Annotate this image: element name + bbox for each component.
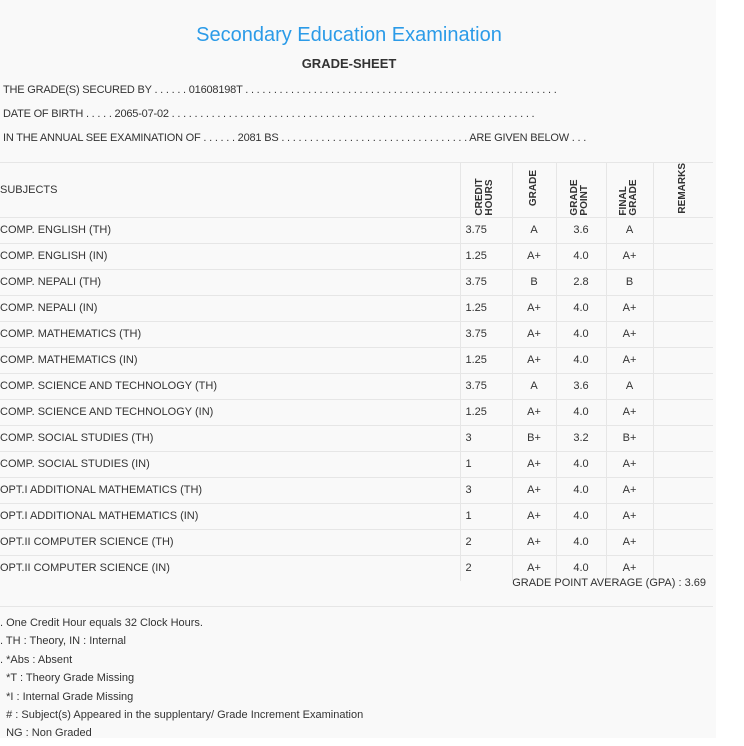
cell-grade-point: 3.6 — [556, 217, 606, 243]
table-row — [0, 425, 713, 451]
cell-grade-point: 3.2 — [556, 425, 606, 451]
header-grade-point: GRADE POINT — [556, 163, 606, 218]
cell-credit-hours: 1.25 — [460, 399, 512, 425]
cell-credit-hours: 1.25 — [460, 347, 512, 373]
cell-credit-hours: 1.25 — [460, 295, 512, 321]
cell-grade: A+ — [512, 477, 556, 503]
cell-credit-hours: 2 — [460, 529, 512, 555]
table-row — [0, 477, 713, 503]
cell-remarks — [653, 399, 713, 425]
page-subtitle: GRADE-SHEET — [301, 56, 397, 71]
cell-final-grade: A+ — [606, 555, 653, 581]
cell-subject: COMP. NEPALI (TH) — [0, 269, 460, 295]
table-row — [0, 321, 713, 347]
cell-grade: A+ — [512, 347, 556, 373]
divider — [0, 606, 713, 607]
cell-final-grade: B+ — [606, 425, 653, 451]
cell-grade: A — [512, 373, 556, 399]
table-row — [0, 269, 713, 295]
secured-by-line: THE GRADE(S) SECURED BY . . . . . . 01608198T . . . . . . . . . . . . . . . . . . . . . . . . . . . . . . . . . . . . . . . . . . . . . . . . . . . . . . . — [3, 84, 557, 96]
cell-remarks — [653, 321, 713, 347]
cell-grade-point: 2.8 — [556, 269, 606, 295]
cell-final-grade: A+ — [606, 451, 653, 477]
table-row — [0, 373, 713, 399]
cell-final-grade: A — [606, 217, 653, 243]
table-row — [0, 217, 713, 243]
cell-grade: A+ — [512, 529, 556, 555]
cell-grade-point: 3.6 — [556, 373, 606, 399]
cell-grade-point: 4.0 — [556, 347, 606, 373]
note-item: . *Abs : Absent — [0, 653, 73, 666]
note-item: NG : Non Graded — [0, 727, 92, 740]
header-grade: GRADE — [512, 163, 556, 218]
cell-grade-point: 4.0 — [556, 243, 606, 269]
cell-grade-point: 4.0 — [556, 295, 606, 321]
cell-remarks — [653, 347, 713, 373]
cell-remarks — [653, 217, 713, 243]
cell-remarks — [653, 503, 713, 529]
table-row — [0, 295, 713, 321]
cell-grade-point: 4.0 — [556, 399, 606, 425]
cell-remarks — [653, 295, 713, 321]
cell-subject: COMP. SOCIAL STUDIES (TH) — [0, 425, 460, 451]
cell-credit-hours: 3.75 — [460, 373, 512, 399]
exam-line: IN THE ANNUAL SEE EXAMINATION OF . . . . . . 2081 BS . . . . . . . . . . . . . . . . . . . . . . . . . . . . . . . . . ARE GIVEN BELOW . . . — [3, 132, 587, 144]
cell-grade-point: 4.0 — [556, 529, 606, 555]
cell-grade-point: 4.0 — [556, 503, 606, 529]
table-row — [0, 451, 713, 477]
cell-subject: OPT.II COMPUTER SCIENCE (IN) — [0, 555, 460, 581]
cell-final-grade: A+ — [606, 321, 653, 347]
cell-final-grade: A+ — [606, 529, 653, 555]
cell-remarks — [653, 243, 713, 269]
notes-list — [0, 617, 363, 746]
cell-grade: A — [512, 217, 556, 243]
cell-credit-hours: 3.75 — [460, 321, 512, 347]
cell-credit-hours: 3.75 — [460, 217, 512, 243]
cell-subject: COMP. SOCIAL STUDIES (IN) — [0, 451, 460, 477]
cell-grade: B — [512, 269, 556, 295]
cell-credit-hours: 1 — [460, 451, 512, 477]
cell-remarks — [653, 269, 713, 295]
note-item: *T : Theory Grade Missing — [0, 672, 135, 685]
dob-line: DATE OF BIRTH . . . . . 2065-07-02 . . . . . . . . . . . . . . . . . . . . . . . . . . . . . . . . . . . . . . . . . . . . . . . . . . . . . . . . . . . . . . . . — [3, 108, 535, 120]
cell-remarks — [653, 451, 713, 477]
header-final-grade: FINAL GRADE — [606, 163, 653, 218]
cell-remarks — [653, 373, 713, 399]
cell-grade: A+ — [512, 321, 556, 347]
table-row — [0, 399, 713, 425]
cell-grade: A+ — [512, 555, 556, 581]
cell-subject: COMP. NEPALI (IN) — [0, 295, 460, 321]
cell-final-grade: A+ — [606, 477, 653, 503]
gpa-summary: GRADE POINT AVERAGE (GPA) : 3.69 — [512, 577, 706, 589]
cell-grade-point: 4.0 — [556, 321, 606, 347]
cell-final-grade: A+ — [606, 347, 653, 373]
cell-grade-point: 4.0 — [556, 477, 606, 503]
table-row — [0, 243, 713, 269]
cell-subject: COMP. MATHEMATICS (IN) — [0, 347, 460, 373]
cell-grade-point: 4.0 — [556, 555, 606, 581]
header-remarks: REMARKS — [653, 163, 713, 218]
table-row — [0, 347, 713, 373]
cell-grade: A+ — [512, 295, 556, 321]
cell-grade: A+ — [512, 243, 556, 269]
cell-grade-point: 4.0 — [556, 451, 606, 477]
cell-final-grade: B — [606, 269, 653, 295]
table-header-row — [0, 163, 713, 218]
cell-credit-hours: 3.75 — [460, 269, 512, 295]
cell-final-grade: A+ — [606, 295, 653, 321]
cell-grade: A+ — [512, 399, 556, 425]
header-credit-hours: CREDIT HOURS — [460, 163, 512, 218]
cell-final-grade: A+ — [606, 243, 653, 269]
cell-remarks — [653, 529, 713, 555]
cell-credit-hours: 1.25 — [460, 243, 512, 269]
note-item: # : Subject(s) Appeared in the supplentary/ Grade Increment Examination — [0, 708, 364, 721]
cell-remarks — [653, 425, 713, 451]
cell-final-grade: A+ — [606, 399, 653, 425]
cell-subject: COMP. MATHEMATICS (TH) — [0, 321, 460, 347]
cell-subject: OPT.II COMPUTER SCIENCE (TH) — [0, 529, 460, 555]
table-row — [0, 529, 713, 555]
header-subjects: SUBJECTS — [0, 163, 460, 218]
cell-subject: COMP. SCIENCE AND TECHNOLOGY (IN) — [0, 399, 460, 425]
cell-grade: A+ — [512, 451, 556, 477]
note-item: *I : Internal Grade Missing — [0, 690, 134, 703]
cell-subject: COMP. ENGLISH (IN) — [0, 243, 460, 269]
table-row — [0, 503, 713, 529]
cell-credit-hours: 2 — [460, 555, 512, 581]
cell-subject: COMP. ENGLISH (TH) — [0, 217, 460, 243]
cell-credit-hours: 3 — [460, 425, 512, 451]
page-title: Secondary Education Examination — [196, 24, 502, 46]
cell-remarks — [653, 477, 713, 503]
cell-subject: OPT.I ADDITIONAL MATHEMATICS (TH) — [0, 477, 460, 503]
cell-subject: COMP. SCIENCE AND TECHNOLOGY (TH) — [0, 373, 460, 399]
cell-grade: B+ — [512, 425, 556, 451]
cell-credit-hours: 3 — [460, 477, 512, 503]
cell-final-grade: A+ — [606, 503, 653, 529]
cell-grade: A+ — [512, 503, 556, 529]
cell-final-grade: A — [606, 373, 653, 399]
note-item: . One Credit Hour equals 32 Clock Hours. — [0, 617, 203, 629]
note-item: . TH : Theory, IN : Internal — [0, 635, 126, 648]
cell-subject: OPT.I ADDITIONAL MATHEMATICS (IN) — [0, 503, 460, 529]
cell-credit-hours: 1 — [460, 503, 512, 529]
grades-table — [0, 162, 713, 581]
